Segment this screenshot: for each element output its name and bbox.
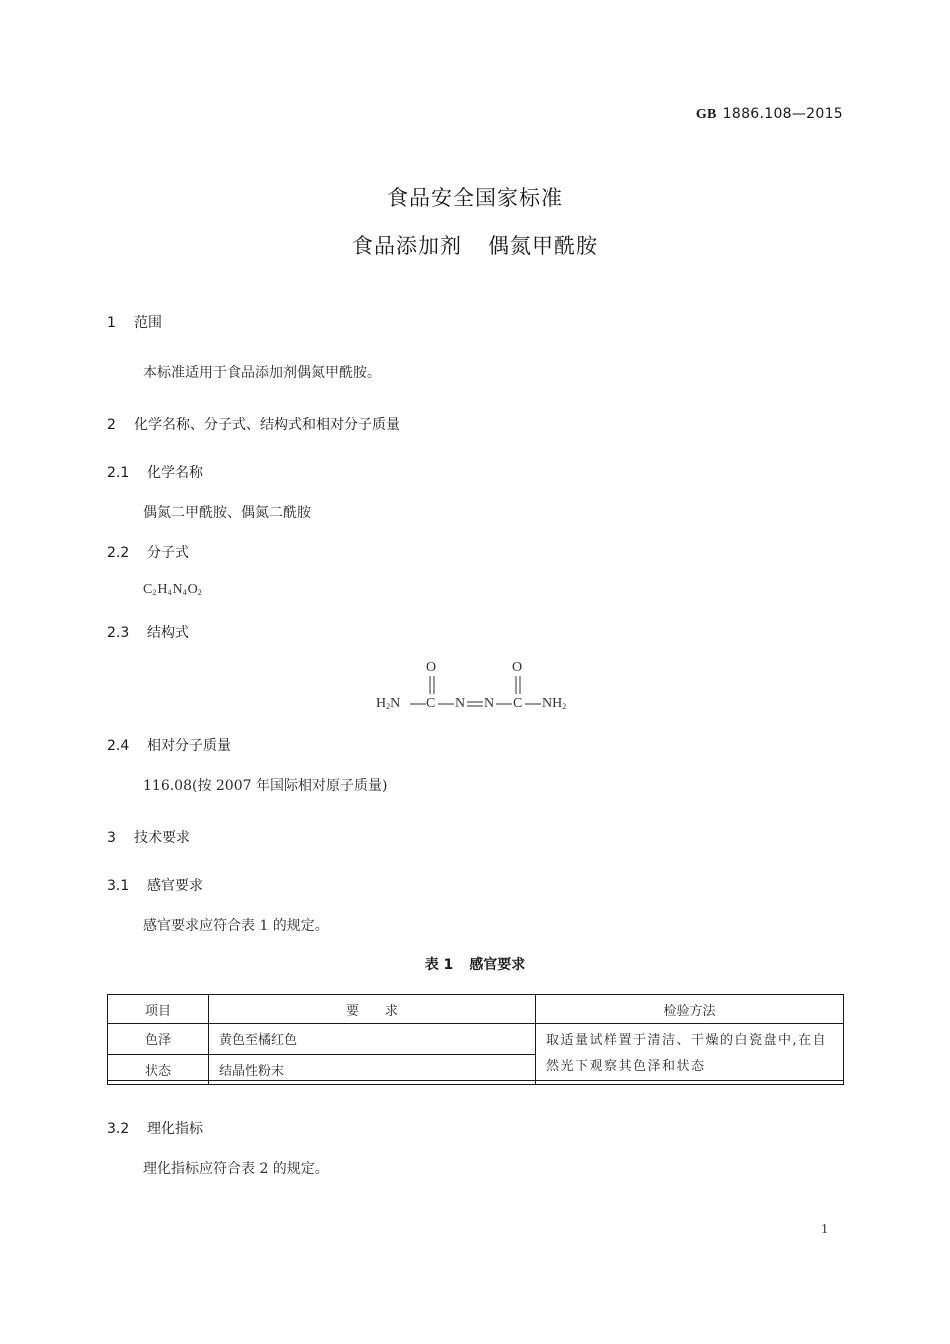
molecular-formula (143, 582, 203, 598)
section-title: 分子式 (147, 545, 189, 561)
section-title: 感官要求 (147, 878, 203, 894)
molecular-mass: 116.08(按 2007 年国际相对原子质量) (143, 778, 388, 794)
document-title-line1: 食品安全国家标准 (387, 186, 563, 210)
row-requirement: 黄色至橘红色 (209, 1024, 536, 1055)
section-title: 理化指标 (147, 1121, 203, 1137)
section-title: 化学名称、分子式、结构式和相对分子质量 (134, 417, 400, 433)
atom-c-right: C (513, 696, 523, 711)
row-requirement: 结晶性粉末 (209, 1054, 536, 1085)
section-number: 3.1 (107, 878, 130, 894)
subscript: 4 (167, 588, 172, 597)
subscript: 2 (562, 702, 567, 711)
atom-h: H (376, 696, 387, 711)
section-title: 结构式 (147, 625, 189, 641)
section-3-2-text: 理化指标应符合表 2 的规定。 (143, 1161, 329, 1177)
subscript: 2 (197, 588, 202, 597)
subscript: 2 (386, 702, 391, 711)
atom-n: N (390, 696, 401, 711)
section-number: 3 (107, 830, 116, 846)
sensory-requirements-table (107, 994, 844, 1085)
element-h: H (157, 582, 168, 597)
std-prefix: GB (695, 107, 717, 122)
group-nh2 (542, 696, 566, 712)
section-3-2-heading (107, 1118, 203, 1138)
atom-nh: NH (542, 696, 563, 711)
section-3-1-heading (107, 875, 203, 895)
page-number: 1 (821, 1222, 828, 1237)
atom-n-mid-left: N (455, 696, 466, 711)
atom-o-left: O (426, 660, 437, 675)
header-requirement: 要 求 (209, 995, 536, 1024)
atom-o-right: O (512, 660, 523, 675)
section-1-text: 本标准适用于食品添加剂偶氮甲酰胺。 (143, 365, 381, 381)
row-item: 状态 (108, 1054, 209, 1085)
element-n: N (172, 582, 183, 597)
std-code: 1886.108—2015 (722, 106, 843, 122)
subscript: 2 (152, 588, 157, 597)
section-3-1-text: 感官要求应符合表 1 的规定。 (143, 918, 329, 934)
element-o: O (187, 582, 198, 597)
standard-number (696, 106, 843, 123)
header-item: 项目 (108, 995, 209, 1024)
atom-c-left: C (426, 696, 436, 711)
section-number: 2 (107, 417, 116, 433)
section-number: 2.2 (107, 545, 130, 561)
section-2-3-heading (107, 622, 189, 642)
caption-title: 感官要求 (469, 957, 526, 973)
title-part-a: 食品添加剂 (352, 234, 462, 258)
structural-formula (370, 656, 590, 716)
chemical-names: 偶氮二甲酰胺、偶氮二酰胺 (143, 505, 311, 521)
section-number: 1 (107, 315, 116, 331)
section-3-heading (107, 827, 190, 847)
section-2-2-heading (107, 542, 189, 562)
table-1-caption (0, 954, 950, 974)
atom-n-mid-right: N (484, 696, 495, 711)
section-1-heading (107, 312, 162, 332)
section-2-heading (107, 414, 400, 434)
row-item: 色泽 (108, 1024, 209, 1055)
section-number: 3.2 (107, 1121, 130, 1137)
section-title: 技术要求 (134, 830, 190, 846)
section-number: 2.1 (107, 465, 130, 481)
subscript: 4 (182, 588, 187, 597)
caption-number: 表 1 (424, 957, 454, 973)
section-2-4-heading (107, 735, 231, 755)
inspection-method: 取适量试样置于清洁、干燥的白瓷盘中,在自然光下观察其色泽和状态 (536, 1024, 844, 1085)
section-number: 2.4 (107, 738, 130, 754)
section-2-1-heading (107, 462, 203, 482)
table-row (108, 1024, 844, 1055)
element-c: C (143, 582, 153, 597)
section-title: 相对分子质量 (147, 738, 231, 754)
document-title-line2 (0, 230, 950, 260)
title-part-b: 偶氮甲酰胺 (488, 234, 598, 258)
section-title: 化学名称 (147, 465, 203, 481)
group-h2n (376, 696, 400, 712)
table-header-row (108, 995, 844, 1024)
section-number: 2.3 (107, 625, 130, 641)
section-title: 范围 (134, 315, 162, 331)
header-method: 检验方法 (536, 995, 844, 1024)
